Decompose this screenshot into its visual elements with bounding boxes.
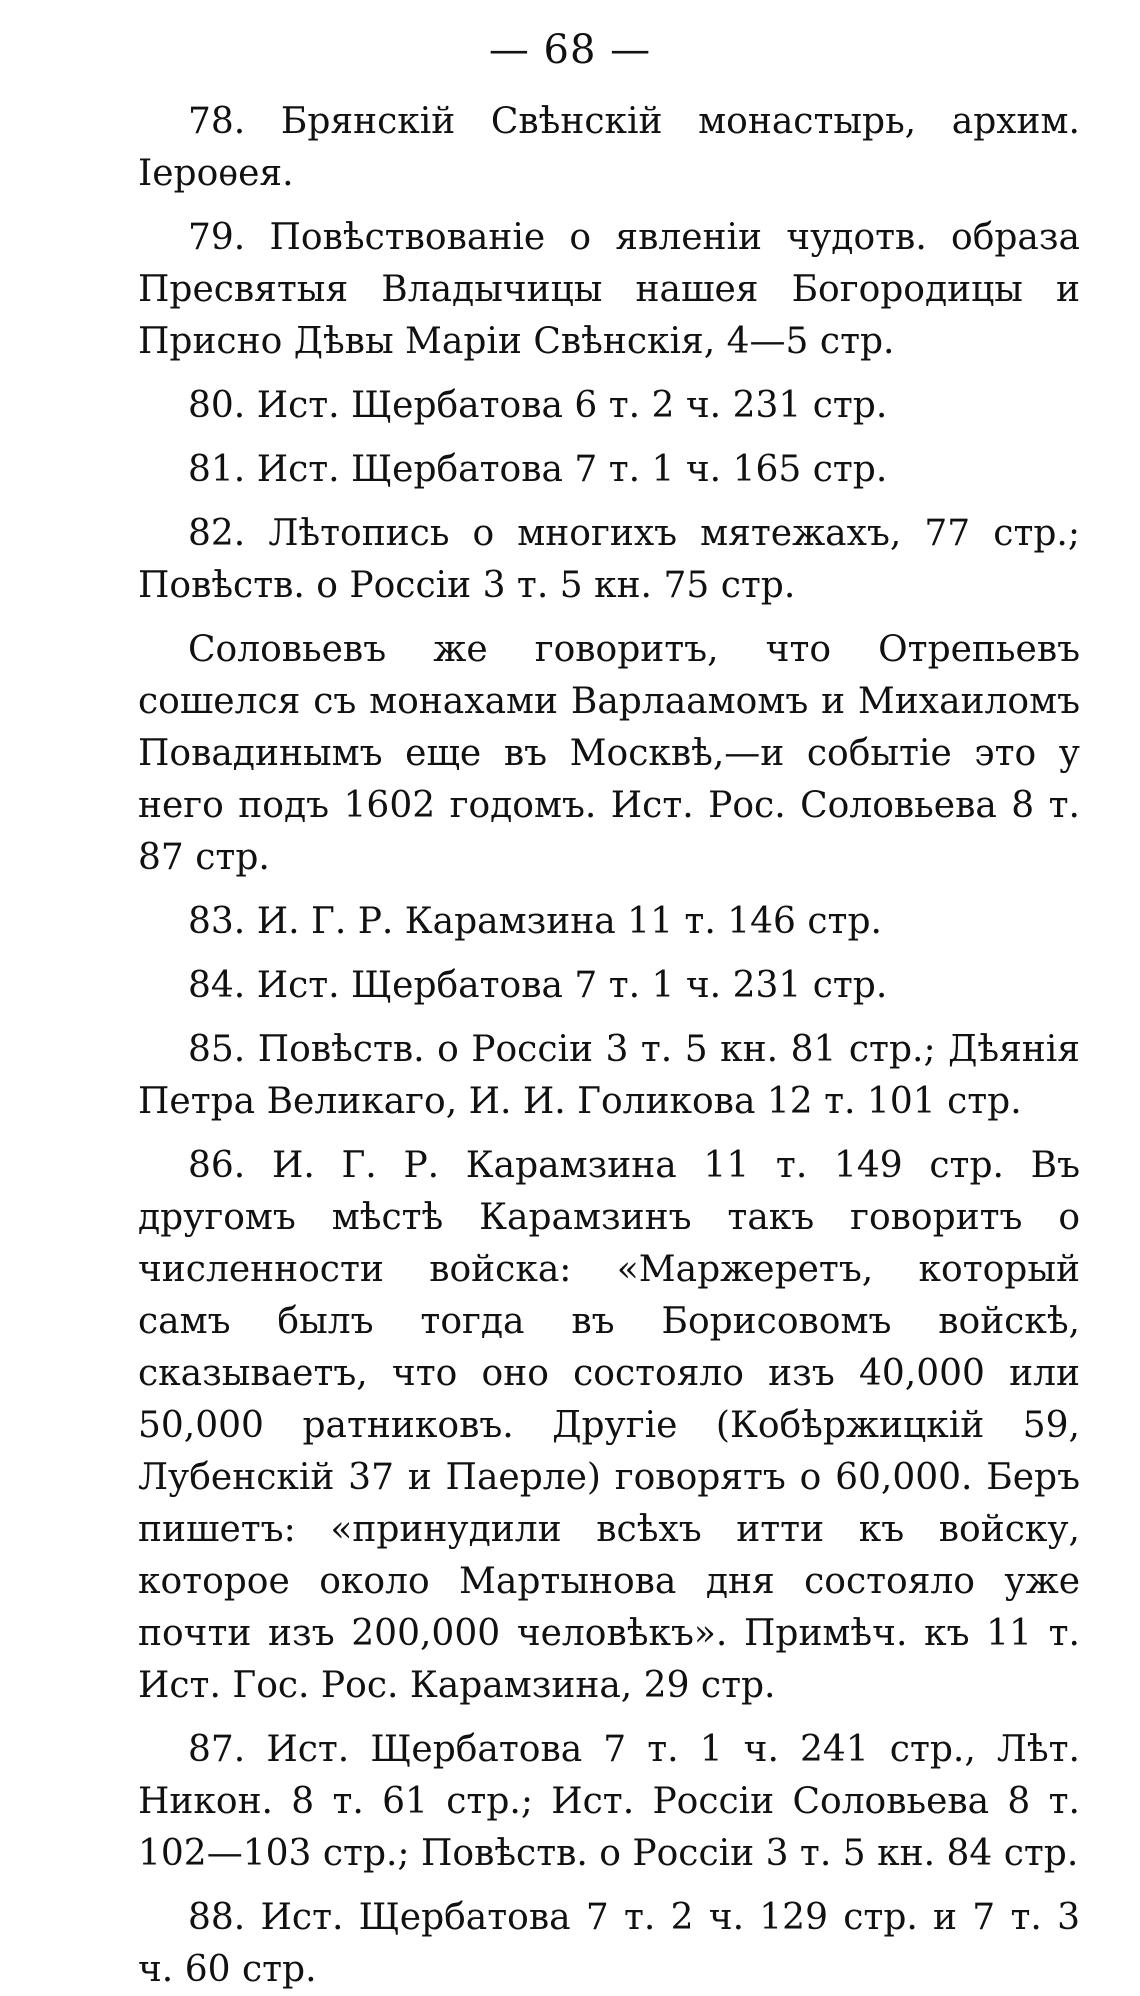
note-78: 78. Брянскій Свѣнскій монастырь, архим. Іероѳея. bbox=[138, 101, 1080, 194]
note-84: 84. Ист. Щербатова 7 т. 1 ч. 231 стр. bbox=[188, 965, 888, 1006]
note-79: 79. Повѣствованіе о явленіи чудотв. образа Пресвятыя Владычицы нашея Богородицы и Присно Дѣвы Маріи Свѣнскія, 4—5 стр. bbox=[138, 217, 1080, 362]
note-82-continuation: Соловьевъ же говоритъ, что Отрепьевъ сошелся съ монахами Варлаамомъ и Михаиломъ Повадинымъ еще въ Москвѣ,—и событіе это у него подъ 1602 годомъ. Ист. Рос. Соловьева 8 т. 87 стр. bbox=[138, 629, 1080, 878]
notes-list bbox=[138, 96, 1080, 1996]
note-80: 80. Ист. Щербатова 6 т. 2 ч. 231 стр. bbox=[188, 385, 888, 426]
note-82: 82. Лѣтопись о многихъ мятежахъ, 77 стр.; Повѣств. о Россіи 3 т. 5 кн. 75 стр. bbox=[138, 513, 1080, 606]
note-88: 88. Ист. Щербатова 7 т. 2 ч. 129 стр. и 7 т. 3 ч. 60 стр. bbox=[138, 1897, 1080, 1990]
note-86: 86. И. Г. Р. Карамзина 11 т. 149 стр. Въ другомъ мѣстѣ Карамзинъ такъ говоритъ о численности войска: «Маржеретъ, который самъ былъ тогда въ Борисовомъ войскѣ, сказываетъ, что оно состояло изъ 40,000 или 50,000 ратниковъ. Другіе (Кобѣржицкій 59, Лубенскій 37 и Паерле) говорятъ о 60,000. Беръ пишетъ: «принудили всѣхъ итти къ войску, которое около Мартынова дня состояло уже почти изъ 200,000 человѣкъ». Примѣч. къ 11 т. Ист. Гос. Рос. Карамзина, 29 стр. bbox=[138, 1145, 1080, 1706]
note-83: 83. И. Г. Р. Карамзина 11 т. 146 стр. bbox=[188, 901, 882, 942]
note-85: 85. Повѣств. о Россіи 3 т. 5 кн. 81 стр.; Дѣянія Петра Великаго, И. И. Голикова 12 т. 101 стр. bbox=[138, 1029, 1080, 1122]
note-81: 81. Ист. Щербатова 7 т. 1 ч. 165 стр. bbox=[188, 449, 888, 490]
note-87: 87. Ист. Щербатова 7 т. 1 ч. 241 стр., Лѣт. Никон. 8 т. 61 стр.; Ист. Россіи Соловьева 8 т. 102—103 стр.; Повѣств. о Россіи 3 т. 5 кн. 84 стр. bbox=[138, 1729, 1080, 1874]
page-number: — 68 — bbox=[488, 27, 652, 73]
